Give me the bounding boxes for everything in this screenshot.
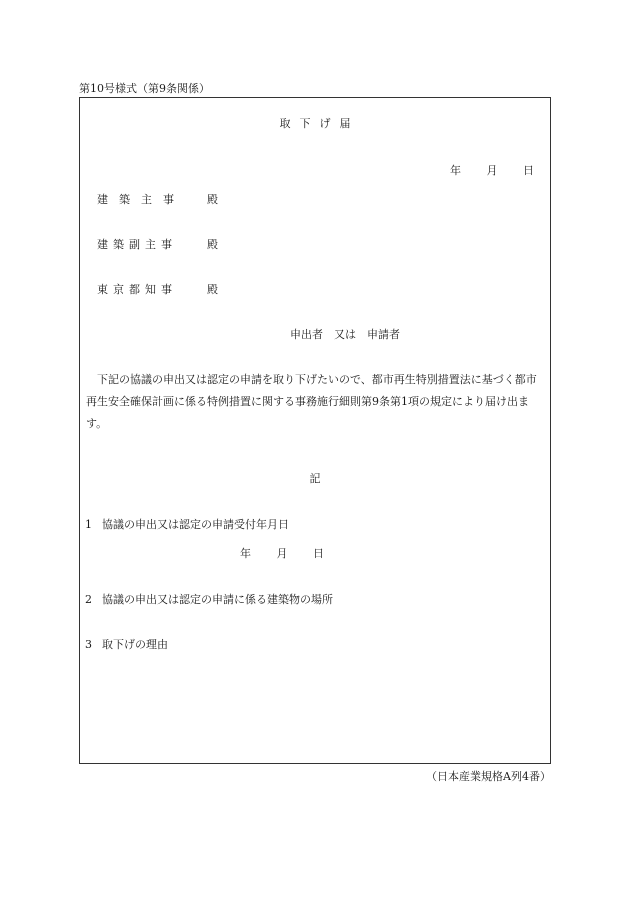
date-top-month: 月 [486, 164, 498, 177]
addressee-name: 建築主事 [97, 193, 185, 206]
addressee-honorific: 殿 [207, 193, 218, 206]
item-building-location [85, 591, 333, 607]
addressee-deputy-building-official [97, 236, 218, 252]
document-title-text: 取下げ届 [279, 117, 360, 130]
addressee-governor [97, 281, 218, 297]
applicant-label: 申出者 又は 申請者 [290, 328, 400, 341]
item-text: 協議の申出又は認定の申請受付年月日 [102, 518, 289, 531]
item-withdrawal-reason [85, 636, 168, 652]
item-number: 2 [85, 593, 92, 606]
item-text: 協議の申出又は認定の申請に係る建築物の場所 [102, 593, 333, 606]
date-receipt-day: 日 [313, 547, 324, 560]
footer-note: （日本産業規格A列4番） [426, 770, 551, 783]
body-text: 下記の協議の申出又は認定の申請を取り下げたいので、都市再生特別措置法に基づく都市再生安全確保計画に係る特例措置に関する事務施行細則第9条第1項の規定により届け出ます。 [86, 373, 537, 430]
item-number: 3 [85, 638, 92, 651]
addressee-name: 建築副主事 [97, 238, 177, 251]
addressee-honorific: 殿 [207, 238, 218, 251]
item-text: 取下げの理由 [102, 638, 168, 651]
form-label: 第10号様式（第9条関係） [79, 82, 210, 95]
date-receipt [240, 545, 324, 561]
date-top-year: 年 [450, 164, 461, 177]
item-receipt-date [85, 516, 289, 532]
document-title [0, 115, 630, 131]
date-receipt-year: 年 [240, 547, 251, 560]
addressee-building-official [97, 191, 218, 207]
date-receipt-month: 月 [276, 547, 288, 560]
date-top-day: 日 [523, 164, 534, 177]
ki-heading: 記 [309, 472, 321, 485]
date-top [450, 162, 534, 178]
addressee-honorific: 殿 [207, 283, 218, 296]
addressee-name: 東京都知事 [97, 283, 177, 296]
item-number: 1 [85, 518, 92, 531]
